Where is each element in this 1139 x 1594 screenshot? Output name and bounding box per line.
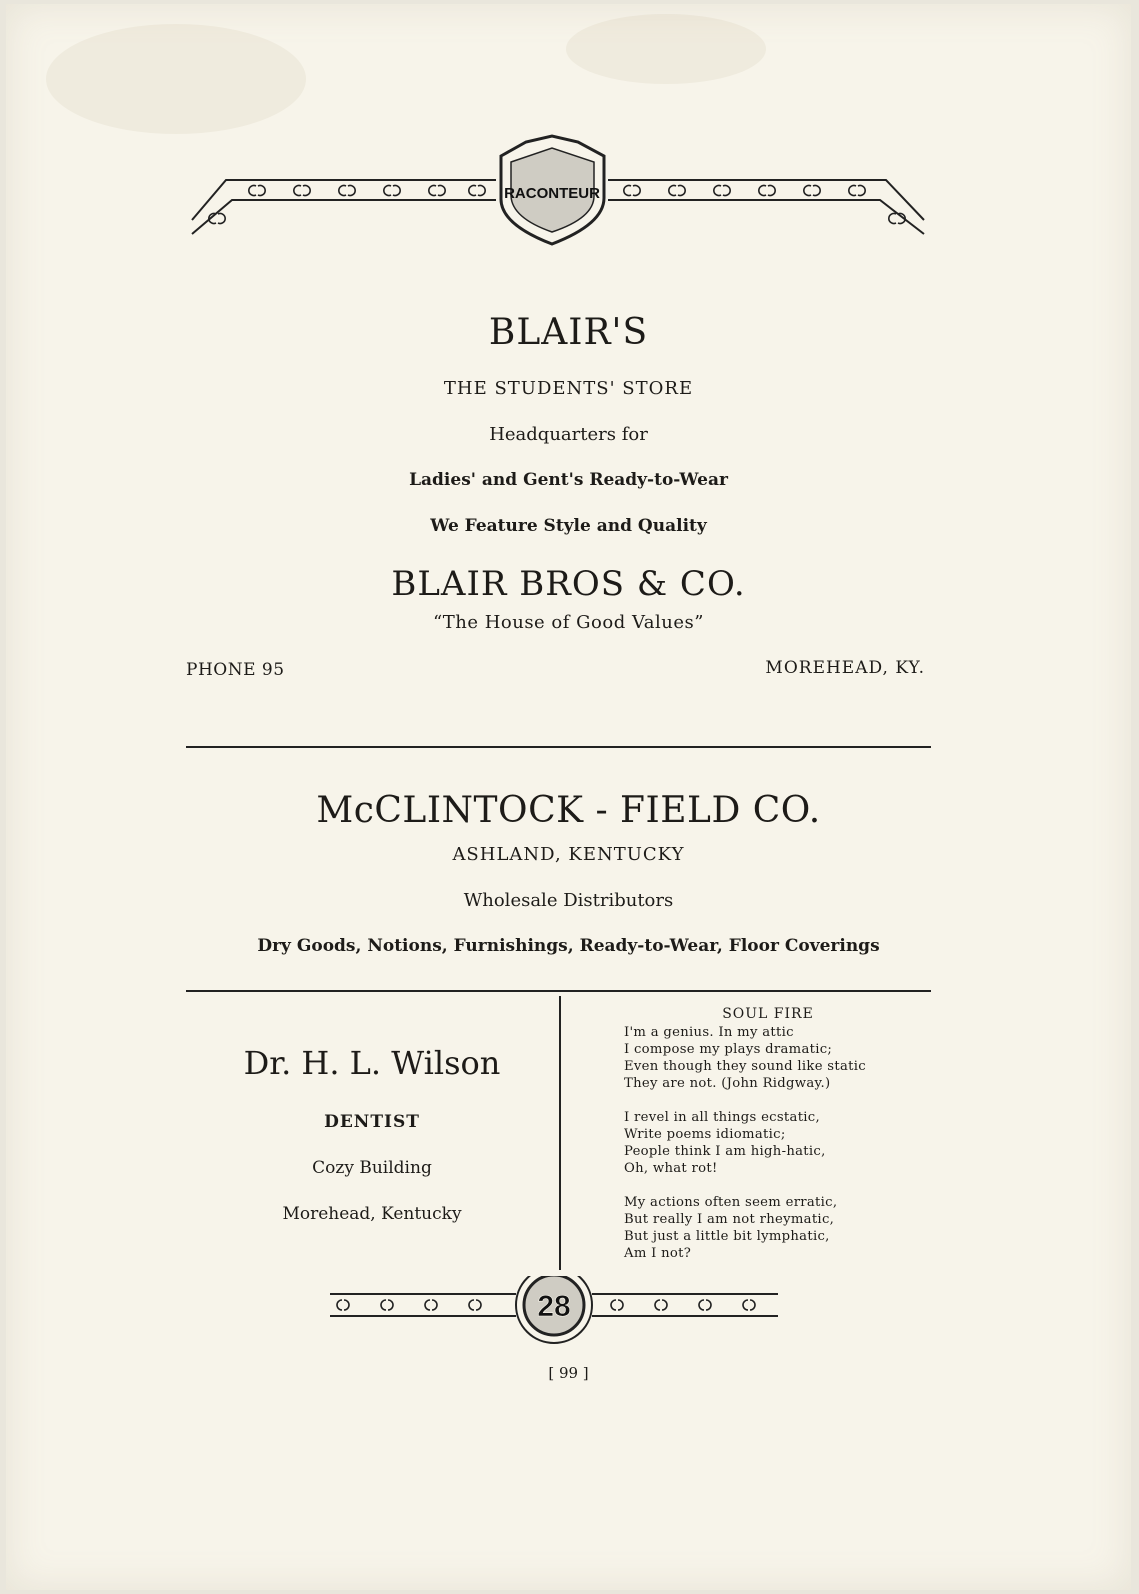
poem-stanza [624, 1109, 866, 1177]
blairs-phone: PHONE 95 [186, 660, 285, 680]
wilson-name: Dr. H. L. Wilson [243, 1044, 501, 1082]
poem-line: But just a little bit lymphatic, [624, 1229, 830, 1244]
poem-line: I'm a genius. In my attic [624, 1025, 794, 1040]
wilson-profession: DENTIST [324, 1112, 420, 1132]
poem-line: Oh, what rot! [624, 1161, 718, 1176]
blairs-company-name: BLAIR BROS & CO. [391, 564, 746, 604]
column-divider [559, 996, 561, 1270]
poem-line: People think I am high-hatic, [624, 1144, 826, 1159]
footer-ornament [326, 1276, 782, 1346]
mcclintock-line-1: Wholesale Distributors [463, 890, 674, 911]
blairs-slogan: “The House of Good Values” [433, 612, 704, 633]
poem-body [624, 1024, 866, 1279]
poem-title: SOUL FIRE [722, 1006, 814, 1022]
page [6, 4, 1131, 1590]
poem-stanza [624, 1194, 866, 1262]
paper-stain [566, 14, 766, 84]
wilson-building: Cozy Building [312, 1158, 432, 1178]
blairs-location: MOREHEAD, KY. [765, 658, 925, 678]
mcclintock-location: ASHLAND, KENTUCKY [452, 844, 685, 865]
wilson-location: Morehead, Kentucky [282, 1204, 462, 1224]
blairs-line-1: Headquarters for [489, 424, 648, 445]
footer-emblem-text: 28 [537, 1290, 571, 1323]
divider-rule [186, 746, 931, 748]
raconteur-banner [186, 134, 931, 249]
poem-line: I compose my plays dramatic; [624, 1042, 833, 1057]
poem-line: Even though they sound like static [624, 1059, 866, 1074]
poem-line: But really I am not rheymatic, [624, 1212, 835, 1227]
poem-line: They are not. (John Ridgway.) [624, 1076, 831, 1091]
poem-line: Write poems idiomatic; [624, 1127, 786, 1142]
poem-line: I revel in all things ecstatic, [624, 1110, 820, 1125]
page-number: [ 99 ] [548, 1364, 589, 1382]
mcclintock-heading: McCLINTOCK - FIELD CO. [316, 790, 821, 831]
poem-stanza [624, 1024, 866, 1092]
divider-rule [186, 990, 931, 992]
blairs-line-3: We Feature Style and Quality [430, 516, 707, 536]
poem-line: Am I not? [624, 1246, 692, 1261]
poem-line: My actions often seem erratic, [624, 1195, 838, 1210]
raconteur-emblem-text: RACONTEUR [504, 185, 600, 202]
mcclintock-line-2: Dry Goods, Notions, Furnishings, Ready-to-Wear, Floor Coverings [257, 936, 880, 956]
paper-stain [46, 24, 306, 134]
blairs-tagline: THE STUDENTS' STORE [443, 378, 694, 399]
blairs-heading: BLAIR'S [488, 312, 649, 353]
blairs-line-2: Ladies' and Gent's Ready-to-Wear [409, 470, 728, 490]
